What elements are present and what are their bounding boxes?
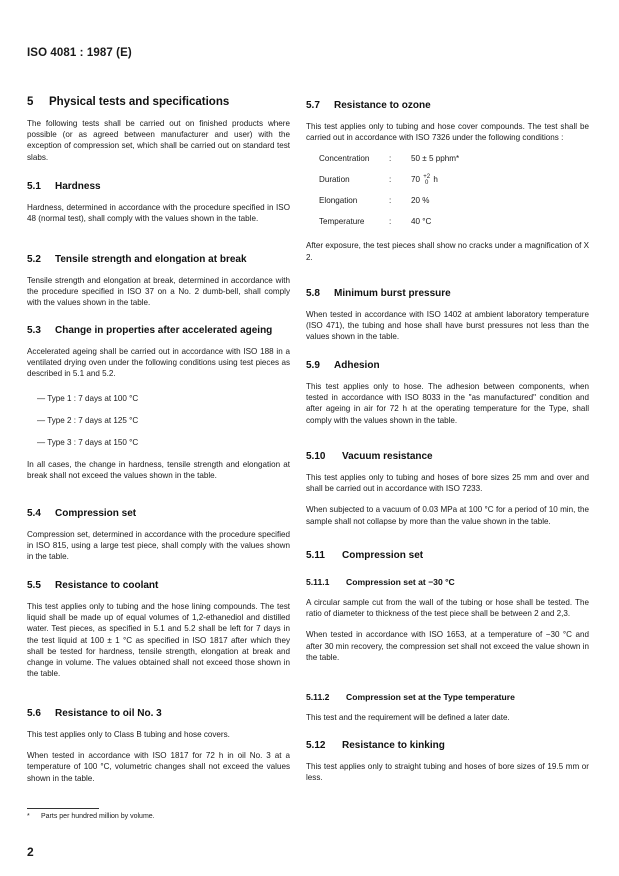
list-item: — Type 1 : 7 days at 100 °C [27,393,290,404]
section-heading: 5.12 Resistance to kinking [306,740,445,751]
section-heading: 5.11.1 Compression set at −30 °C [306,577,455,587]
section-body: When tested in accordance with ISO 1402 at ambient laboratory temperature (ISO 471), the tubing and hose shall have burst pressures not less than the values shown in the table. [306,310,589,342]
section-5-3 [27,325,290,481]
section-body: This test and the requirement will be defined a later date. [306,713,510,722]
section-body: When tested in accordance with ISO 1653, at a temperature of −30 °C and after 30 min recovery, the compression set shall not exceed the value shown in the table. [306,630,589,662]
section-body: This test applies only to hose. The adhesion between components, when tested in accordance with ISO 8033 in the "as manufactured" condition and after ageing in air for 72 h at the operating temperature for the Type, shall comply with the values shown in the table. [306,382,589,425]
section-5-9 [306,360,589,426]
section-body: This test applies only to tubing and hoses of bore sizes 25 mm and over and shall be carried out in accordance with ISO 7233. [306,473,589,494]
section-5-11-2 [306,692,589,723]
section-body: Tensile strength and elongation at break, determined in accordance with the procedure specified in ISO 37 on a No. 2 dumb-bell, shall comply with the values shown in the table. [27,276,290,308]
section-body: This test applies only to tubing and hose cover compounds. The test shall be carried out in accordance with ISO 7326 under the following conditions : [306,122,589,143]
section-body: When subjected to a vacuum of 0.03 MPa at 100 °C for a period of 10 min, the sample shall not collapse by more than the value shown in the table. [306,505,589,526]
footnote: * Parts per hundred million by volume. [27,813,155,820]
section-5-7 [306,100,589,263]
section-body: Compression set, determined in accordance with the procedure specified in ISO 815, using a large test piece, shall comply with the values shown in the table. [27,530,290,562]
section-body: In all cases, the change in hardness, tensile strength and elongation at break shall not exceed the values shown in the table. [27,459,290,480]
tolerance: +2 0 [423,173,431,186]
table-row: Duration : 70 +2 0 h [319,173,438,186]
section-body: A circular sample cut from the wall of the tubing or hose shall be tested. The ratio of diameter to thickness of the test piece shall be between 2 and 2,3. [306,598,589,619]
table-row: Elongation : 20 % [319,196,430,206]
ageing-type-list [27,393,290,448]
section-5-5 [27,580,290,679]
section-body: This test applies only to tubing and the hose lining compounds. The test liquid shall be made up of equal volumes of 1,2-ethanediol and distilled water. Test pieces, as specified in 5.1 and 5.2 shall be left for 7 days in the test liquid at 100 ± 1 °C as specified in ISO 1817 after which they shall be tested for hardness, tensile strength, elongation at break and change in volume. The values obtained shall not exceed those shown in the table. [27,602,290,679]
section-body: This test applies only to straight tubing and hoses of bore sizes of 19.5 mm or less. [306,762,589,783]
section-5-8 [306,288,589,343]
section-heading: 5.11.2 Compression set at the Type temperature [306,692,515,702]
section-5-2 [27,254,290,309]
section-heading: 5.9 Adhesion [306,360,380,371]
table-row: Temperature : 40 °C [319,217,432,227]
section-5-4 [27,508,290,563]
list-item: — Type 2 : 7 days at 125 °C [27,415,290,426]
section-body: After exposure, the test pieces shall show no cracks under a magnification of X 2. [306,241,589,262]
section-5 [27,96,290,163]
section-heading: 5.4 Compression set [27,508,137,519]
section-heading: 5.1 Hardness [27,181,101,192]
footnote-divider [27,808,99,809]
table-row: Concentration : 50 ± 5 pphm* [319,154,460,164]
section-heading: 5.10 Vacuum resistance [306,451,433,462]
section-5-10 [306,451,589,527]
ozone-conditions-table [319,148,459,232]
section-5-11 [306,550,589,561]
list-item: — Type 3 : 7 days at 150 °C [27,437,290,448]
section-body: When tested in accordance with ISO 1817 for 72 h in oil No. 3 at a temperature of 100 °C, volumetric changes shall not exceed the values shown in the table. [27,751,290,783]
section-heading: 5.11 Compression set [306,550,424,561]
section-heading: 5 Physical tests and specifications [27,96,230,108]
section-body: This test applies only to Class B tubing and hose covers. [27,730,230,739]
section-5-1 [27,181,290,224]
section-body: The following tests shall be carried out on finished products where possible (or as agreed between manufacturer and user) with the exception of compression set, which shall be carried out on standard test slabs. [27,119,290,162]
section-heading: 5.2 Tensile strength and elongation at break [27,254,247,265]
section-heading: 5.3 Change in properties after accelerated ageing [27,325,273,336]
section-5-12 [306,740,589,783]
page-number: 2 [27,845,34,859]
section-5-6 [27,708,290,784]
section-body: Hardness, determined in accordance with the procedure specified in ISO 48 (normal test), shall comply with the values shown in the table. [27,203,290,224]
section-5-11-1 [306,577,589,663]
section-heading: 5.8 Minimum burst pressure [306,288,451,299]
section-heading: 5.5 Resistance to coolant [27,580,159,591]
section-body: Accelerated ageing shall be carried out in accordance with ISO 188 in a ventilated drying oven under the following conditions using test pieces as described in 5.1 and 5.2. [27,347,290,379]
document-id: ISO 4081 : 1987 (E) [27,47,132,59]
section-heading: 5.7 Resistance to ozone [306,100,431,111]
section-heading: 5.6 Resistance to oil No. 3 [27,708,162,719]
